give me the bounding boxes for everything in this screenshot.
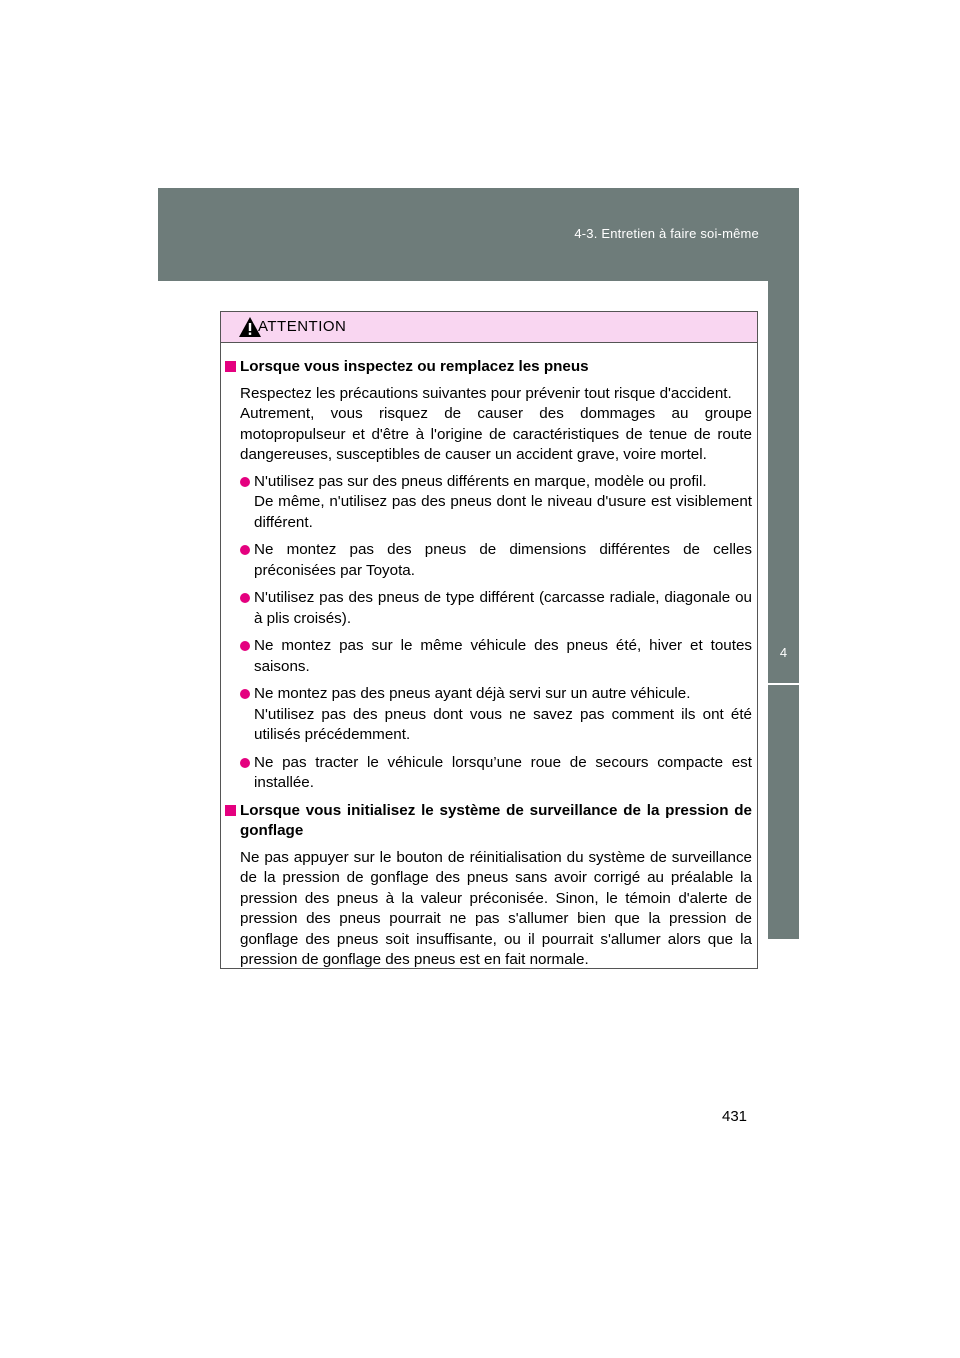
bullet-list (223, 472, 752, 794)
list-item (223, 472, 752, 534)
list-item (223, 588, 752, 629)
bullet-dot-icon (240, 545, 250, 555)
bullet-dot-icon (240, 641, 250, 651)
list-item-text: Ne montez pas des pneus de dimensions différentes de celles préconisées par Toyota. (254, 541, 752, 579)
bullet-dot-icon (240, 758, 250, 768)
list-item-text: Ne montez pas sur le même véhicule des pneus été, hiver et toutes saisons. (254, 637, 752, 675)
square-bullet-icon (225, 361, 236, 372)
section-title: 4-3. Entretien à faire soi-même (574, 226, 759, 241)
section-heading (223, 801, 752, 842)
list-item (223, 636, 752, 677)
list-item (223, 684, 752, 746)
chapter-side-tab (768, 281, 799, 1110)
side-tab-divider (768, 683, 799, 685)
bullet-dot-icon (240, 689, 250, 699)
bullet-dot-icon (240, 593, 250, 603)
list-item-text: Ne pas tracter le véhicule lorsqu’une roue de secours compacte est installée. (254, 753, 752, 791)
section-paragraph: Ne pas appuyer sur le bouton de réinitialisation du système de surveillance de la pression de gonflage des pneus sans avoir corrigé au préalable la pression des pneus à la valeur préconisée. Sinon, le témoin d'alerte de pression des pneus pourrait ne pas s'allumer bien que la pression de gonflage des pneus soit insuffisante, ou il pourrait s'allumer alors que la pression de gonflage des pneus est en fait normale. (240, 848, 752, 968)
list-item-text: Ne montez pas des pneus ayant déjà servi sur un autre véhicule. N'utilisez pas des pneus dont vous ne savez pas comment ils ont été utilisés précédemment. (254, 685, 752, 743)
warning-body (221, 343, 757, 971)
warning-label: ATTENTION (258, 318, 347, 335)
header-band (158, 188, 799, 281)
bullet-dot-icon (240, 477, 250, 487)
chapter-number: 4 (779, 645, 788, 660)
square-bullet-icon (225, 805, 236, 816)
list-item (223, 540, 752, 581)
chapter-title: Entretien et soin (775, 1016, 791, 1110)
section-paragraph: Respectez les précautions suivantes pour prévenir tout risque d'accident. Autrement, vous risquez de causer des dommages au groupe motopropulseur et d'être à l'origine de caractéristiques de tenue de route dangereuses, susceptibles de causer un accident grave, voire mortel. (240, 384, 752, 463)
warning-box (220, 311, 758, 969)
warning-header (221, 312, 757, 343)
section-heading-text: Lorsque vous initialisez le système de surveillance de la pression de gonflage (240, 801, 752, 839)
page-number: 431 (722, 1108, 748, 1125)
section-heading-text: Lorsque vous inspectez ou remplacez les pneus (240, 358, 589, 375)
list-item-text: N'utilisez pas sur des pneus différents en marque, modèle ou profil. De même, n'utilisez pas des pneus dont le niveau d'usure est visiblement différent. (254, 472, 752, 531)
list-item (223, 753, 752, 794)
section-heading (223, 357, 752, 378)
list-item-text: N'utilisez pas des pneus de type différent (carcasse radiale, diagonale ou à plis croisés). (254, 589, 752, 627)
